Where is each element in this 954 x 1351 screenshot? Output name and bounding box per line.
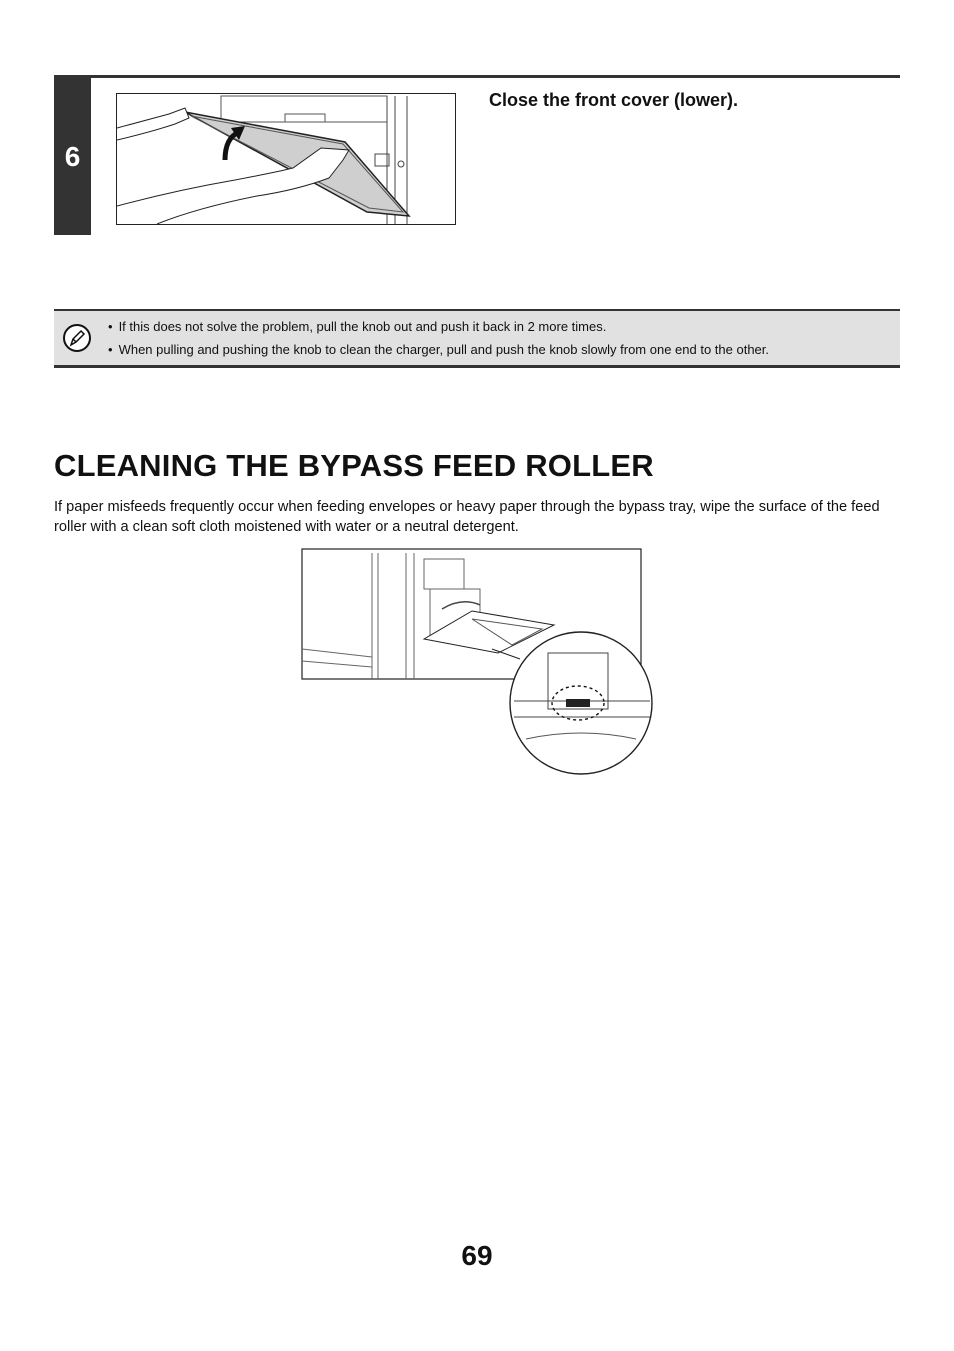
section-title: CLEANING THE BYPASS FEED ROLLER bbox=[54, 448, 654, 483]
bypass-feed-roller-illustration bbox=[302, 549, 654, 776]
step-number: 6 bbox=[54, 78, 91, 235]
note-list bbox=[108, 317, 769, 363]
front-cover-drawing bbox=[117, 94, 455, 224]
note-box bbox=[54, 309, 900, 368]
close-front-cover-illustration bbox=[116, 93, 456, 225]
step-instruction: Close the front cover (lower). bbox=[489, 90, 739, 110]
page-number: 69 bbox=[461, 1240, 493, 1271]
note-item: • If this does not solve the problem, pull the knob out and push it back in 2 more times. bbox=[108, 317, 769, 340]
section-intro: If paper misfeeds frequently occur when feeding envelopes or heavy paper through the bypass tray, wipe the surface of the feed roller with a clean soft cloth moistened with water or a neutral detergent. bbox=[54, 499, 880, 535]
pencil-note-icon bbox=[62, 323, 92, 353]
note-item: • When pulling and pushing the knob to clean the charger, pull and push the knob slowly from one end to the other. bbox=[108, 340, 769, 363]
bypass-roller-drawing bbox=[302, 549, 654, 776]
step-divider bbox=[54, 75, 900, 78]
